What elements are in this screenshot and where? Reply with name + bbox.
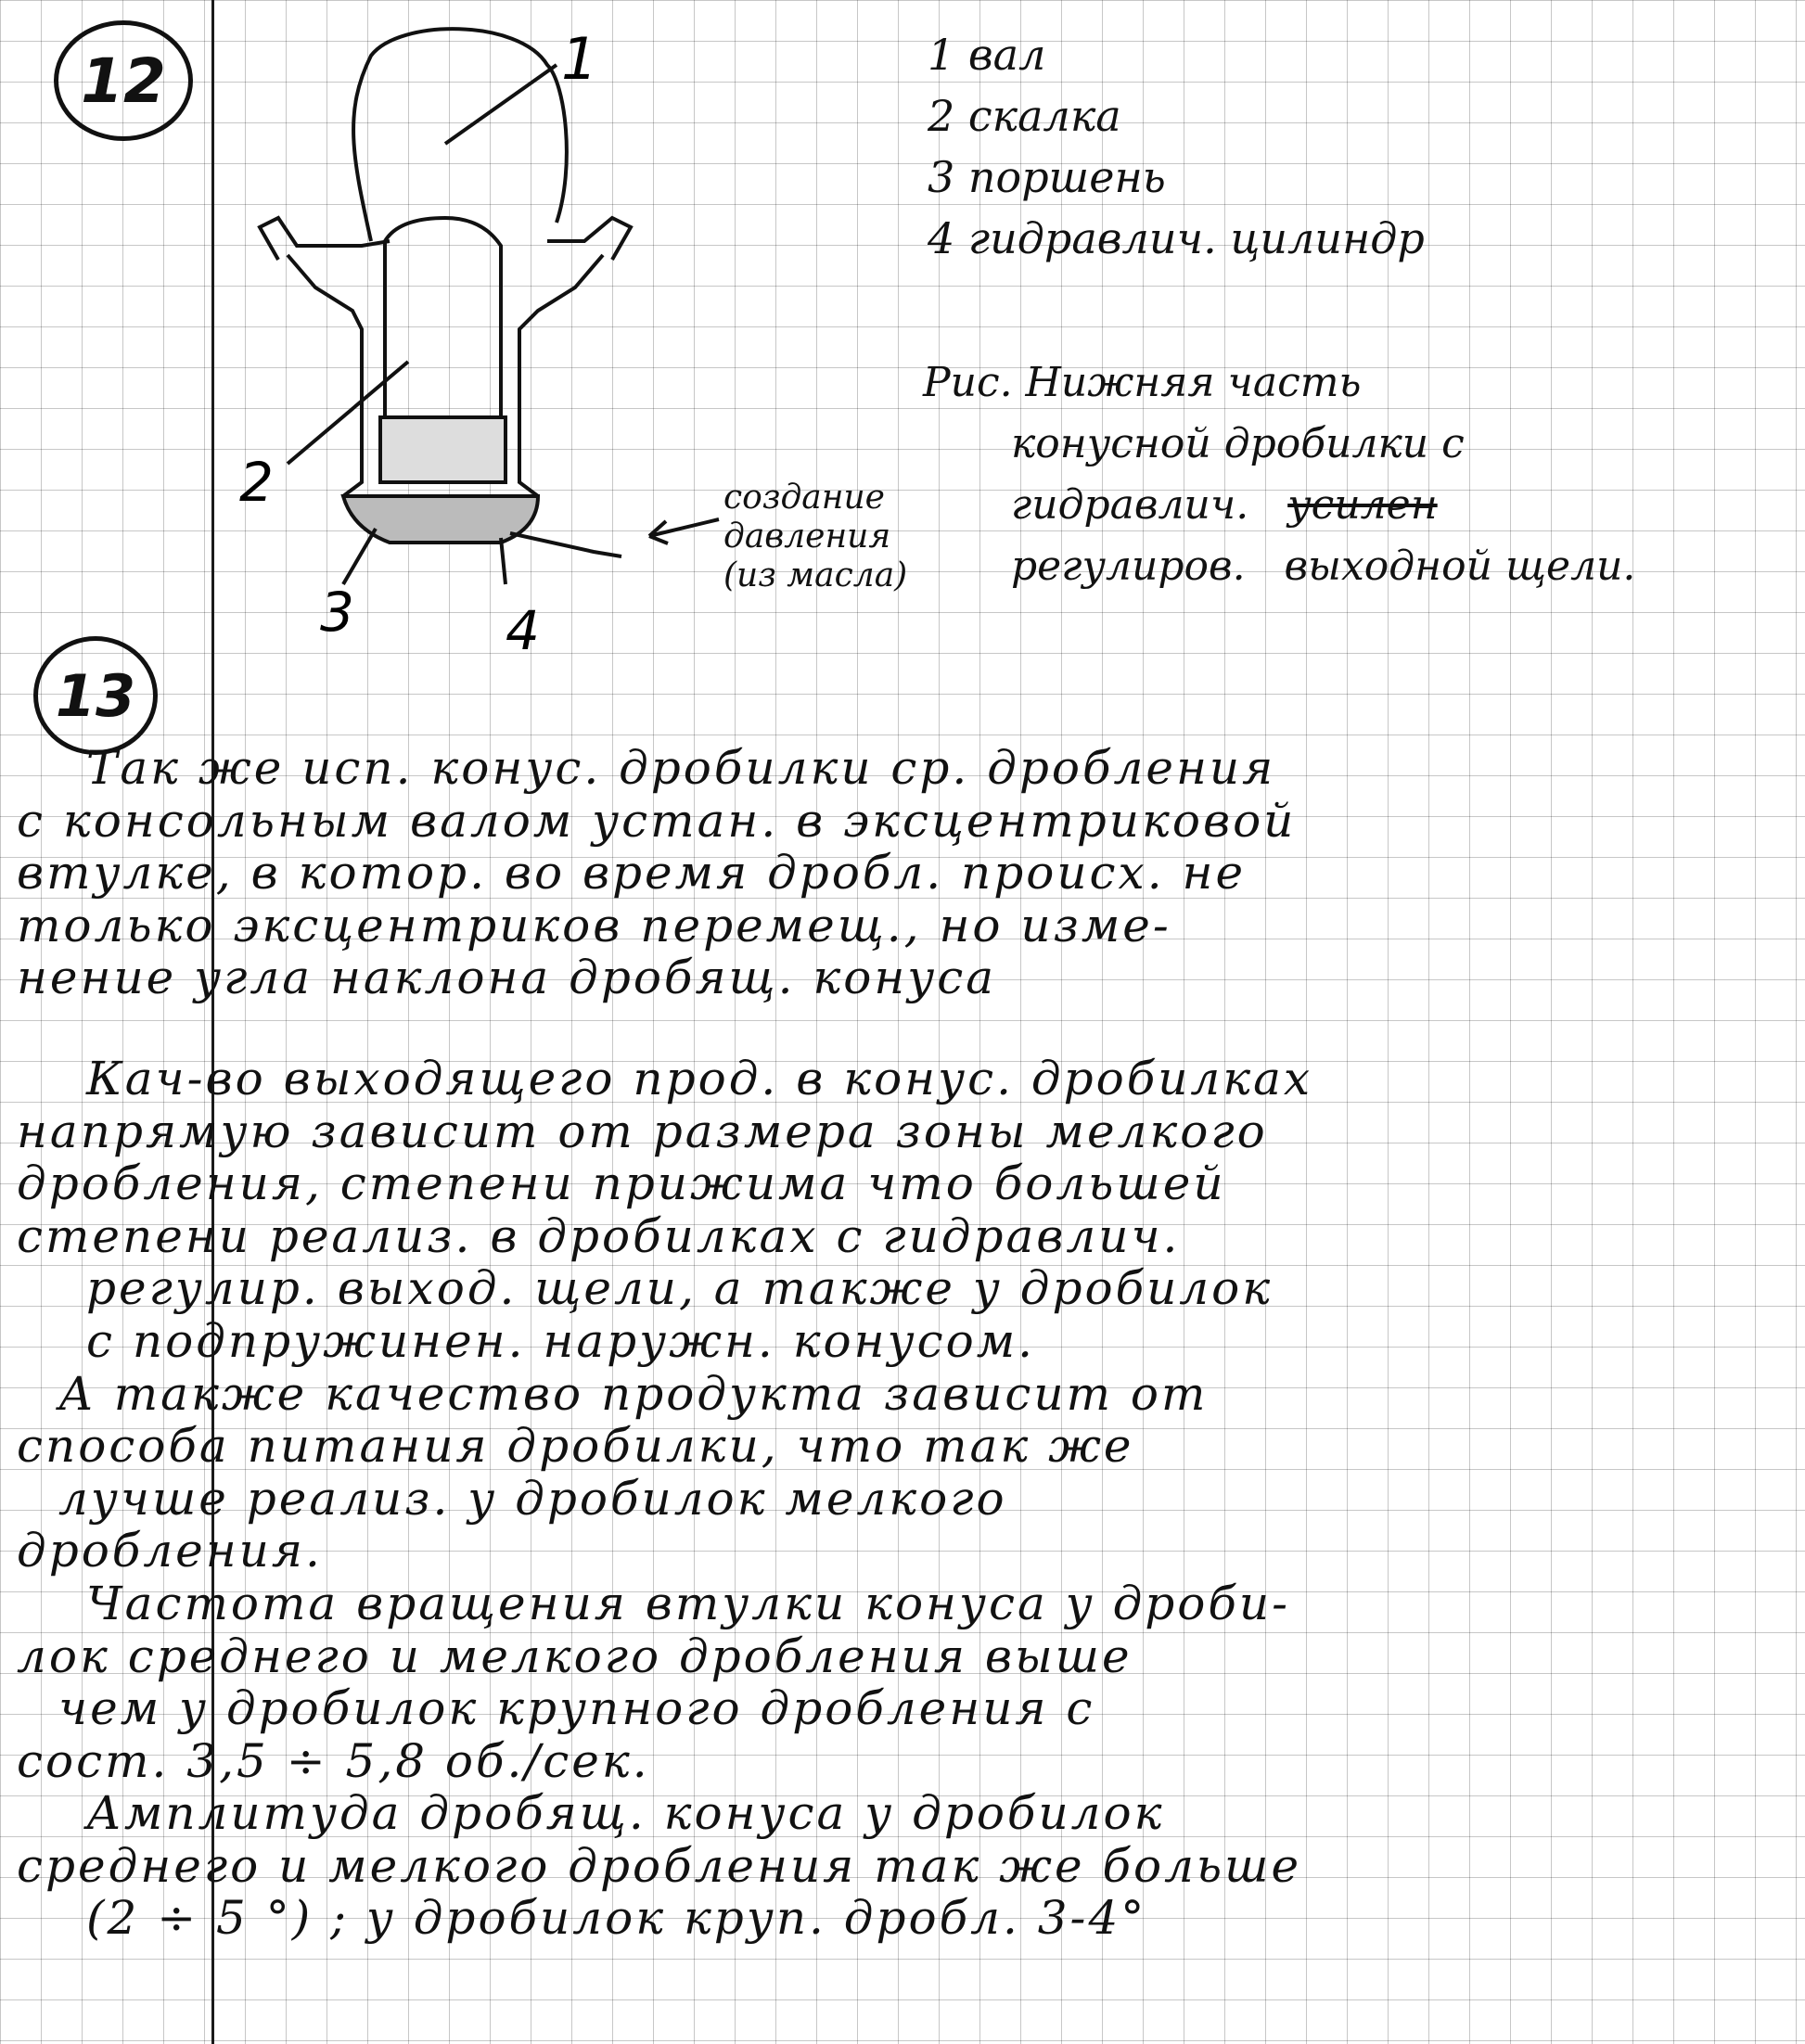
piston xyxy=(380,417,506,482)
text-line: втулке, в котор. во время дробл. происх. не xyxy=(17,846,1247,901)
text-line: А также качество продукта зависит от xyxy=(58,1366,1209,1421)
caption-fragment: гидравлич. xyxy=(1011,481,1249,529)
text-line: только эксцентриков перемещ., но изме- xyxy=(17,898,1171,952)
text-line: Так же исп. конус. дробилки ср. дробления xyxy=(86,741,1276,795)
text-line: степени реализ. в дробилках с гидравлич. xyxy=(17,1208,1181,1263)
caption-line: конусной дробилки с xyxy=(1011,420,1465,467)
text-line: с подпружинен. наружн. конусом. xyxy=(86,1313,1036,1368)
problem-number-12: 12 xyxy=(54,20,193,141)
figure-label-4: 4 xyxy=(506,599,540,658)
crusher-cross-section-drawing xyxy=(223,9,779,658)
legend-item: 4 гидравлич. цилиндр xyxy=(928,213,1425,263)
problem-13-text xyxy=(17,742,1784,1945)
legend-item: 1 вал xyxy=(928,30,1046,80)
leader-1 xyxy=(445,65,557,144)
text-line: лучше реализ. у дробилок мелкого xyxy=(58,1471,1007,1526)
text-line: чем у дробилок крупного дробления с xyxy=(58,1681,1095,1736)
figure-label-3: 3 xyxy=(320,581,354,644)
text-line: регулир. выход. щели, а также у дробилок xyxy=(86,1261,1274,1316)
text-line: дробления. xyxy=(17,1524,323,1578)
hydraulic-line xyxy=(510,533,621,556)
pressure-arrow-icon xyxy=(640,501,723,547)
pressure-note-line: создание xyxy=(723,479,885,517)
text-line: нение угла наклона дробящ. конуса xyxy=(17,951,997,1005)
text-line: среднего и мелкого дробления так же больше xyxy=(17,1838,1302,1893)
figure-legend xyxy=(928,24,1425,269)
housing-left xyxy=(288,255,362,496)
pressure-note-line: давления xyxy=(723,517,891,556)
figure-label-1: 1 xyxy=(561,25,598,93)
text-line: лок среднего и мелкого дробления выше xyxy=(17,1629,1133,1683)
text-line: (2 ÷ 5 °) ; у дробилок круп. дробл. 3-4° xyxy=(86,1891,1147,1946)
text-line: способа питания дробилки, что так же xyxy=(17,1419,1134,1474)
upper-casing-right xyxy=(547,218,631,260)
legend-item: 3 поршень xyxy=(928,152,1166,202)
legend-item: 2 скалка xyxy=(928,91,1121,141)
text-line: напрямую зависит от размера зоны мелкого xyxy=(17,1104,1268,1158)
text-line: дробления, степени прижима что большей xyxy=(17,1156,1226,1211)
text-line: сост. 3,5 ÷ 5,8 об./сек. xyxy=(17,1733,650,1788)
caption-line xyxy=(923,536,1786,597)
pressure-note xyxy=(723,479,907,595)
housing-right xyxy=(519,255,603,496)
leader-4 xyxy=(501,538,506,584)
figure-label-2: 2 xyxy=(239,451,274,514)
text-line: Частота вращения втулки конуса у дроби- xyxy=(86,1576,1291,1630)
caption-fragment: выходной щели. xyxy=(1284,543,1636,590)
text-line: с консольным валом устан. в эксцентриковой xyxy=(17,793,1297,848)
plunger xyxy=(385,218,501,417)
leader-3 xyxy=(343,529,376,584)
caption-fragment: регулиров. xyxy=(1011,543,1246,590)
caption-line xyxy=(923,475,1786,536)
figure-caption xyxy=(923,352,1786,597)
text-line: Кач-во выходящего прод. в конус. дробилках xyxy=(86,1051,1313,1105)
pressure-note-line: (из масла) xyxy=(723,556,908,594)
text-line: Амплитуда дробящ. конуса у дробилок xyxy=(86,1786,1165,1841)
problem-number-13: 13 xyxy=(33,636,158,755)
struck-word: усилен xyxy=(1287,481,1438,529)
caption-line: Рис. Нижняя часть xyxy=(923,359,1362,406)
